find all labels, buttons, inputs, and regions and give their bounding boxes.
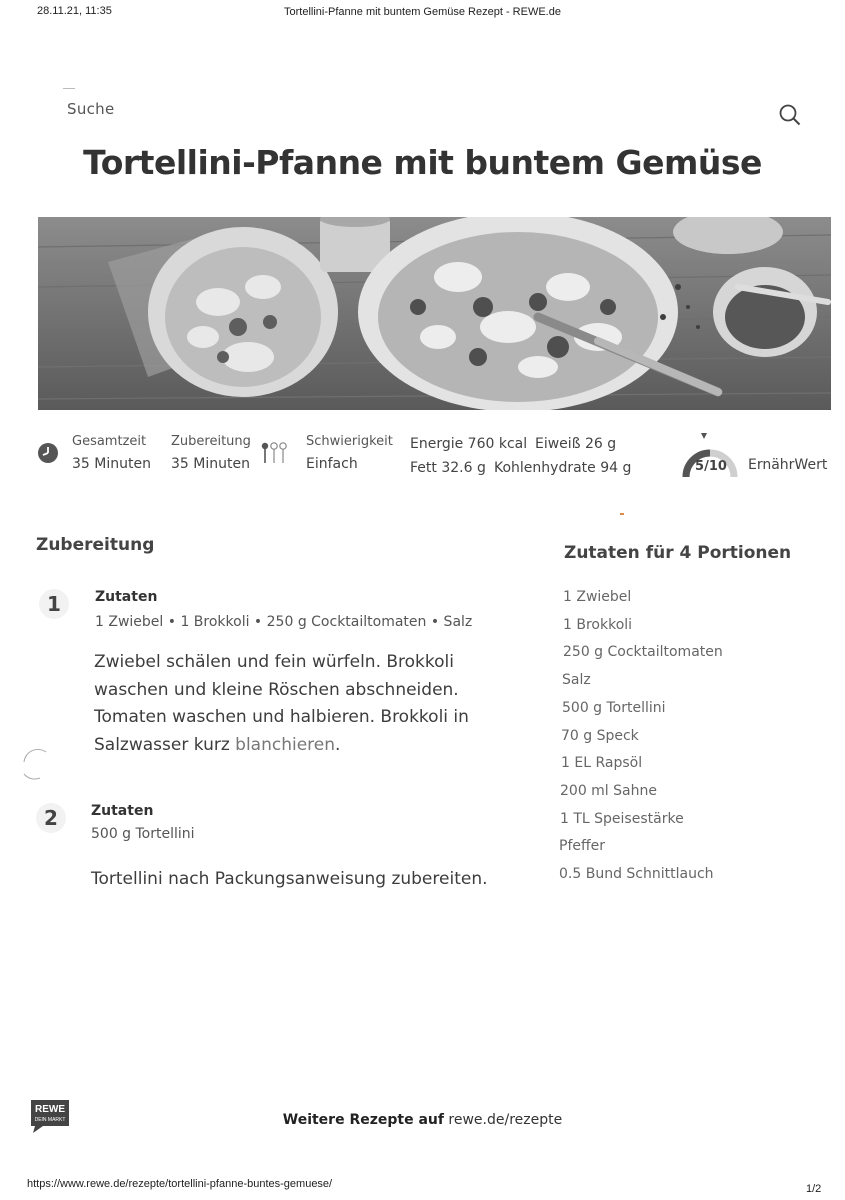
accent-mark [620,513,624,515]
more-recipes-link[interactable]: rewe.de/rezepte [448,1112,563,1128]
preparation-heading: Zubereitung [36,535,155,555]
ingredient-item: 1 TL Speisestärke [560,810,684,827]
gauge-marker-icon [701,433,707,439]
step-1-text: Zwiebel schälen und fein würfeln. Brokkoli waschen und kleine Röschen abschneiden. Tomaten waschen und halbieren. Brokkoli in Salzwasser kurz blanchieren. [94,652,469,755]
step-2-ingredients-label: Zutaten [91,803,154,819]
clock-icon [37,442,59,464]
carbs-value: Kohlenhydrate 94 g [494,460,632,476]
total-time-label: Gesamtzeit [72,434,147,449]
cutlery-icon [259,441,287,465]
prep-time-value: 35 Minuten [171,456,250,472]
step-1-ingredients: 1 Zwiebel • 1 Brokkoli • 250 g Cocktailtomaten • Salz [95,614,473,630]
search-link[interactable]: Suche [67,100,115,118]
difficulty-value: Einfach [306,456,358,472]
step-number-1: 1 [39,589,69,619]
more-recipes-cta: Weitere Rezepte auf rewe.de/rezepte [282,1112,563,1128]
ingredients-heading: Zutaten für 4 Portionen [564,543,792,563]
ingredient-item: 0.5 Bund Schnittlauch [559,866,714,882]
print-url: https://www.rewe.de/rezepte/tortellini-pfanne-buntes-gemuese/ [27,1178,333,1190]
step-number-2: 2 [36,803,66,833]
ingredient-item: 1 Brokkoli [563,616,633,633]
step-2-ingredients: 500 g Tortellini [91,826,195,842]
protein-value: Eiweiß 26 g [535,436,617,452]
ingredient-item: 70 g Speck [561,727,639,744]
menu-indicator [63,88,75,89]
ingredient-item: 1 Zwiebel [563,589,632,605]
ingredient-item: Pfeffer [559,838,605,855]
glossary-link-blanchieren[interactable]: blanchieren [235,734,336,755]
ingredient-item: 250 g Cocktailtomaten [563,644,723,661]
ingredient-item: 1 EL Rapsöl [561,755,643,772]
step-2-text: Tortellini nach Packungsanweisung zubereiten. [91,869,488,889]
print-date: 28.11.21, 11:35 [37,5,112,17]
svg-text:DEIN MARKT: DEIN MARKT [34,1117,66,1123]
hero-image [38,217,831,410]
page-fold-mark [20,748,48,780]
fat-value: Fett 32.6 g [410,460,486,476]
nutrition-score-value: 5/10 [695,459,727,474]
ingredient-item: Salz [562,672,591,689]
food-photo [38,217,831,410]
print-page-title: Tortellini-Pfanne mit buntem Gemüse Rezept - REWE.de [284,6,561,18]
ingredient-item: 500 g Tortellini [562,699,666,716]
total-time-value: 35 Minuten [72,456,151,472]
page-number: 1/2 [806,1183,822,1195]
prep-time-label: Zubereitung [171,434,251,449]
search-icon[interactable] [779,104,801,126]
svg-text:REWE: REWE [35,1104,65,1115]
recipe-title: Tortellini-Pfanne mit buntem Gemüse [83,143,762,182]
energy-value: Energie 760 kcal [410,436,528,452]
nutrition-score-label[interactable]: ErnährWert [748,457,828,473]
step-1-ingredients-label: Zutaten [95,589,158,605]
difficulty-label: Schwierigkeit [306,434,393,449]
ingredient-item: 200 ml Sahne [560,782,657,799]
